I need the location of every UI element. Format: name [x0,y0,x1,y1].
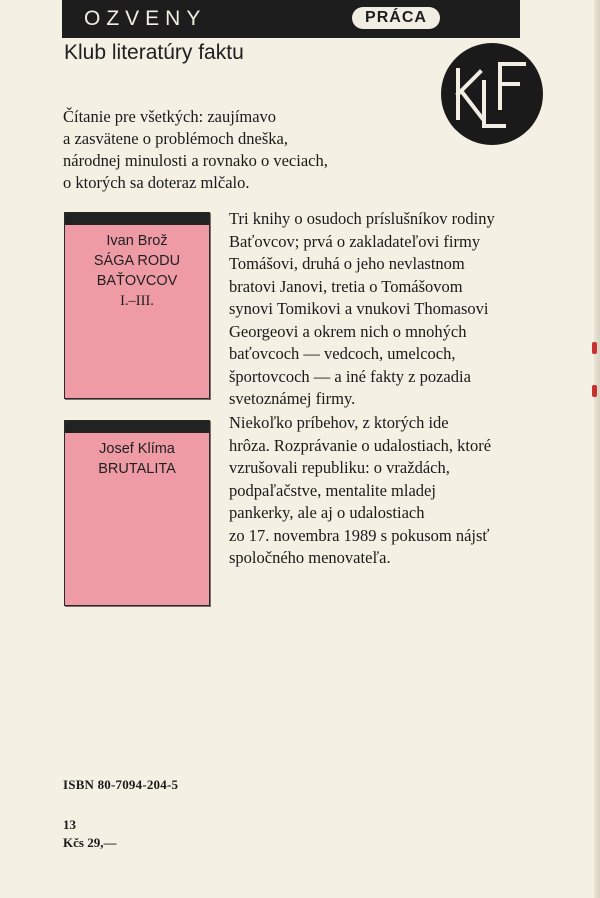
book-author: Josef Klíma [99,441,175,457]
book-volume: I.–III. [120,293,154,309]
intro-line: a zasvätene o problémoch dneška, [63,129,288,148]
book-description-brutalita [229,412,579,570]
description-line: synovi Tomikovi a vnukovi Thomasovi [229,299,489,318]
club-title: Klub literatúry faktu [64,41,244,64]
description-line: Tomášovi, druhá o jeho nevlastnom [229,254,465,273]
description-line: zo 17. novembra 1989 s pokusom nájsť [229,525,490,545]
publisher-badge: PRÁCA [352,7,440,29]
description-line: vzrušovali republiku: o vraždách, [229,458,450,477]
description-line: baťovcoch — vedcoch, umelcoch, [229,344,456,363]
book-cover-text [69,231,205,311]
print-code [63,816,116,852]
description-line: Georgeovi a okrem nich o mnohých [229,321,467,341]
description-line: Niekoľko príbehov, z ktorých ide [229,413,449,432]
red-mark [592,385,597,397]
description-line: svetoznámej firmy. [229,389,356,408]
book-cover-text [69,439,205,479]
intro-line: Čítanie pre všetkých: zaujímavo [63,107,277,126]
description-line: Baťovcov; prvá o zakladateľovi firmy [229,231,481,251]
intro-paragraph [63,106,423,194]
print-number: 13 [63,817,76,832]
book-title-line: BAŤOVCOV [96,273,178,289]
intro-line: národnej minulosti a rovnako o veciach, [63,151,328,170]
series-name: OZVENY [84,7,207,30]
book-cover-saga [64,212,210,399]
book-title-line: BRUTALITA [98,461,176,477]
description-line: podpaľačstve, mentalite mladej [229,480,436,500]
price: Kčs 29,— [63,835,117,850]
description-line: hrôza. Rozprávanie o udalostiach, ktoré [229,435,492,455]
description-line: spoločného menovateľa. [229,548,391,567]
page-edge [594,0,600,898]
red-mark [592,342,597,354]
isbn: ISBN 80-7094-204-5 [63,777,179,792]
klf-logo-icon [440,42,544,146]
intro-line: o ktorých sa doteraz mlčalo. [63,173,250,192]
series-header-bar [62,0,520,38]
description-line: pankerky, ale aj o udalostiach [229,503,425,522]
book-title-line: SÁGA RODU [93,253,181,269]
book-description-saga [229,208,579,411]
description-line: športovcoch — a iné fakty z pozadia [229,366,471,386]
book-cover-brutalita [64,420,210,606]
description-line: Tri knihy o osudoch príslušníkov rodiny [229,209,495,228]
book-author: Ivan Brož [106,233,168,249]
description-line: bratovi Janovi, tretia o Tomášovom [229,276,463,296]
